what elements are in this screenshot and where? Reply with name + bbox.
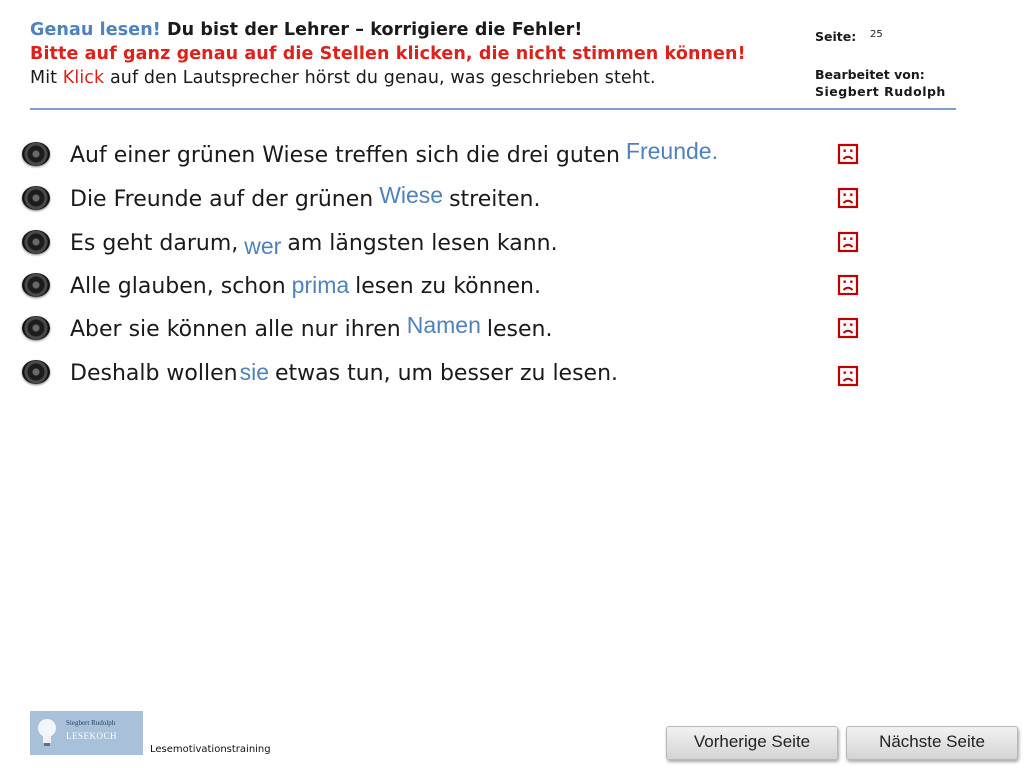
header-line-1 (30, 18, 820, 42)
speaker-icon[interactable] (22, 230, 50, 254)
header-title: Genau lesen! (30, 20, 161, 40)
frown-icon (834, 140, 862, 168)
sentence-after: streiten. (449, 187, 541, 212)
page-label-row (815, 28, 946, 46)
next-page-button[interactable]: Nächste Seite (846, 726, 1018, 760)
speaker-icon[interactable] (22, 360, 50, 384)
header-task: Du bist der Lehrer – korrigiere die Fehler! (167, 20, 583, 40)
sentence-row-3 (22, 226, 882, 260)
logo-author: Siegbert Rudolph (66, 719, 116, 727)
page-label: Seite: (815, 29, 857, 44)
sentence-text (70, 312, 552, 346)
sentence-row-5 (22, 312, 882, 346)
author-name: Siegbert Rudolph (815, 84, 946, 99)
previous-page-button[interactable]: Vorherige Seite (666, 726, 838, 760)
logo-brand: LESEKOCH (66, 731, 117, 741)
instructions-header (30, 18, 820, 90)
sentence-before: Auf einer grünen Wiese treffen sich die drei guten (70, 143, 620, 168)
header-line-3-start: Mit (30, 68, 58, 88)
frown-icon (834, 362, 862, 390)
sentence-text (70, 226, 558, 260)
frown-icon (834, 271, 862, 299)
sentence-before: Aber sie können alle nur ihren (70, 317, 401, 342)
frown-icon (834, 228, 862, 256)
frown-icon (834, 314, 862, 342)
header-click-word: Klick (62, 68, 105, 88)
sentence-text (70, 182, 541, 216)
frown-icon (834, 184, 862, 212)
sentence-after: lesen zu können. (355, 274, 541, 299)
sentence-before: Alle glauben, schon (70, 274, 286, 299)
sentence-row-4 (22, 269, 882, 303)
sentence-before: Die Freunde auf der grünen (70, 187, 374, 212)
sentence-after: lesen. (486, 317, 553, 342)
footer-label: Lesemotivationstraining (150, 744, 271, 755)
clickable-word[interactable]: Namen (406, 312, 481, 338)
sentence-text (70, 269, 541, 303)
speaker-icon[interactable] (22, 316, 50, 340)
page-meta (815, 28, 946, 100)
speaker-icon[interactable] (22, 142, 50, 166)
clickable-word[interactable]: Wiese (379, 182, 444, 208)
sentence-after: am längsten lesen kann. (287, 231, 558, 256)
sentence-text (70, 138, 724, 172)
clickable-word[interactable]: wer (244, 233, 282, 259)
page-number: 25 (870, 29, 883, 40)
sentence-text (70, 356, 618, 390)
header-line-3-end: auf den Lautsprecher hörst du genau, was geschrieben steht. (109, 68, 656, 88)
header-line-3 (30, 66, 820, 90)
sentence-before: Deshalb wollen (70, 361, 238, 386)
sentence-row-6 (22, 356, 882, 390)
speaker-icon[interactable] (22, 186, 50, 210)
speaker-icon[interactable] (22, 273, 50, 297)
clickable-word[interactable]: sie (239, 359, 269, 385)
clickable-word[interactable]: prima (291, 272, 350, 298)
sentence-after: etwas tun, um besser zu lesen. (275, 361, 619, 386)
edited-by-label: Bearbeitet von: (815, 67, 925, 82)
clickable-word[interactable]: Freunde. (625, 138, 718, 164)
header-divider (30, 108, 956, 110)
sentence-row-2 (22, 182, 882, 216)
sentence-before: Es geht darum, (70, 231, 239, 256)
header-line-2: Bitte auf ganz genau auf die Stellen klicken, die nicht stimmen können! (30, 44, 746, 64)
lesekoch-logo (30, 711, 143, 755)
sentence-row-1 (22, 138, 882, 172)
lightbulb-icon (36, 717, 58, 747)
